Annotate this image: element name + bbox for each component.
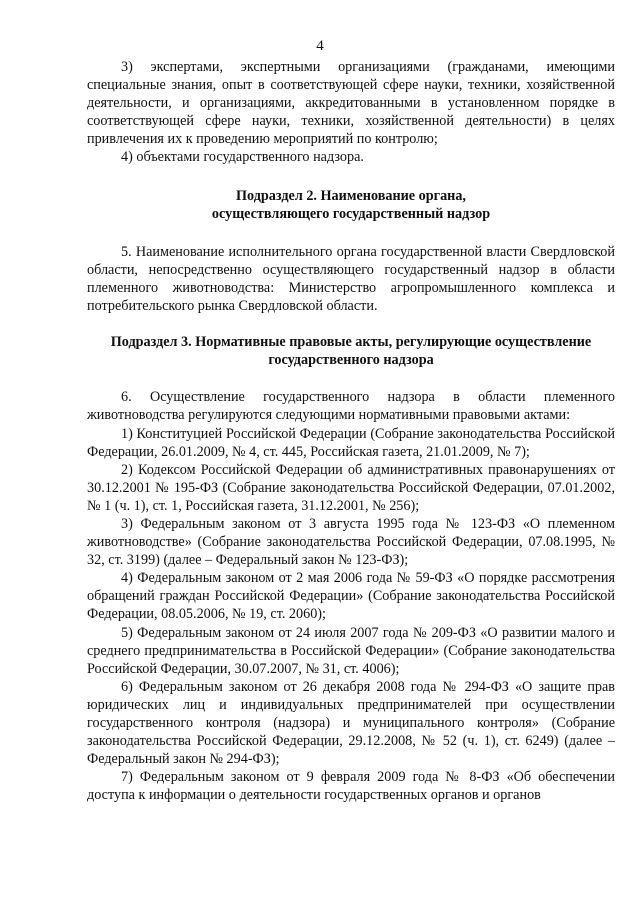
legal-act-item-6: 6) Федеральным законом от 26 декабря 2008 года № 294-ФЗ «О защите прав юридических лиц и индивидуальных предпринимателей при осуществлении государственного контроля (надзора) и муниципального контроля» (Собрание законодательства Российской Федерации, 29.12.2008, № 52 (ч. 1), ст. 6249) (далее – Федеральный закон № 294-ФЗ); xyxy=(87,678,615,768)
legal-act-item-3: 3) Федеральным законом от 3 августа 1995 года № 123-ФЗ «О племенном животноводстве» (Собрание законодательства Российской Федерации, 07.08.1995, № 32, ст. 3199) (далее – Федеральный закон № 123-ФЗ); xyxy=(87,515,615,569)
legal-act-item-4: 4) Федеральным законом от 2 мая 2006 года № 59-ФЗ «О порядке рассмотрения обращений граждан Российской Федерации» (Собрание законодательства Российской Федерации, 08.05.2006, № 19, ст. 2060); xyxy=(87,570,615,623)
paragraph-6-legal-acts-intro: 6. Осуществление государственного надзора в области племенного животноводства регулируются следующими нормативными правовыми актами: xyxy=(87,389,615,424)
paragraph-5-authority-name: 5. Наименование исполнительного органа государственной власти Свердловской области, непосредственно осуществляющего государственный надзор в области племенного животноводства: Министерство агропромышленного комплекса и потребительского рынка Свердловской области. xyxy=(87,243,615,315)
legal-act-item-1: 1) Конституцией Российской Федерации (Собрание законодательства Российской Федерации, 26.01.2009, № 4, ст. 445, Российская газета, 21.01.2009, № 7); xyxy=(87,425,615,460)
subsection-3-title-line1: Подраздел 3. Нормативные правовые акты, регулирующие осуществление xyxy=(110,334,592,351)
subsection-2-title-line2: осуществляющего государственный надзор xyxy=(211,205,491,222)
subsection-3-heading xyxy=(87,333,615,369)
document-body xyxy=(87,58,615,804)
paragraph-experts: 3) экспертами, экспертными организациями (гражданами, имеющими специальные знания, опыт в соответствующей сфере науки, техники, хозяйственной деятельности, и организациями, аккредитованными в установленном порядке в соответствующей сфере науки, техники, хозяйственной деятельности) в целях привлечения их к проведению мероприятий по контролю; xyxy=(87,59,615,148)
legal-act-item-7: 7) Федеральным законом от 9 февраля 2009 года № 8-ФЗ «Об обеспечении доступа к информации о деятельности государственных органов и органов xyxy=(87,769,615,804)
subsection-3-title-line2: государственного надзора xyxy=(268,352,434,369)
page-number: 4 xyxy=(316,38,324,54)
legal-act-item-2: 2) Кодексом Российской Федерации об административных правонарушениях от 30.12.2001 № 195-ФЗ (Собрание законодательства Российской Федерации, 07.01.2002, № 1 (ч. 1), ст. 1, Российская газета, 31.12.2001, № 256); xyxy=(87,461,615,514)
paragraph-objects: 4) объектами государственного надзора. xyxy=(121,149,364,166)
legal-act-item-5: 5) Федеральным законом от 24 июля 2007 года № 209-ФЗ «О развитии малого и среднего предпринимательства в Российской Федерации» (Собрание законодательства Российской Федерации, 30.07.2007, № 31, ст. 4006); xyxy=(87,624,615,677)
subsection-2-heading xyxy=(87,187,615,223)
subsection-2-title-line1: Подраздел 2. Наименование органа, xyxy=(236,187,466,204)
